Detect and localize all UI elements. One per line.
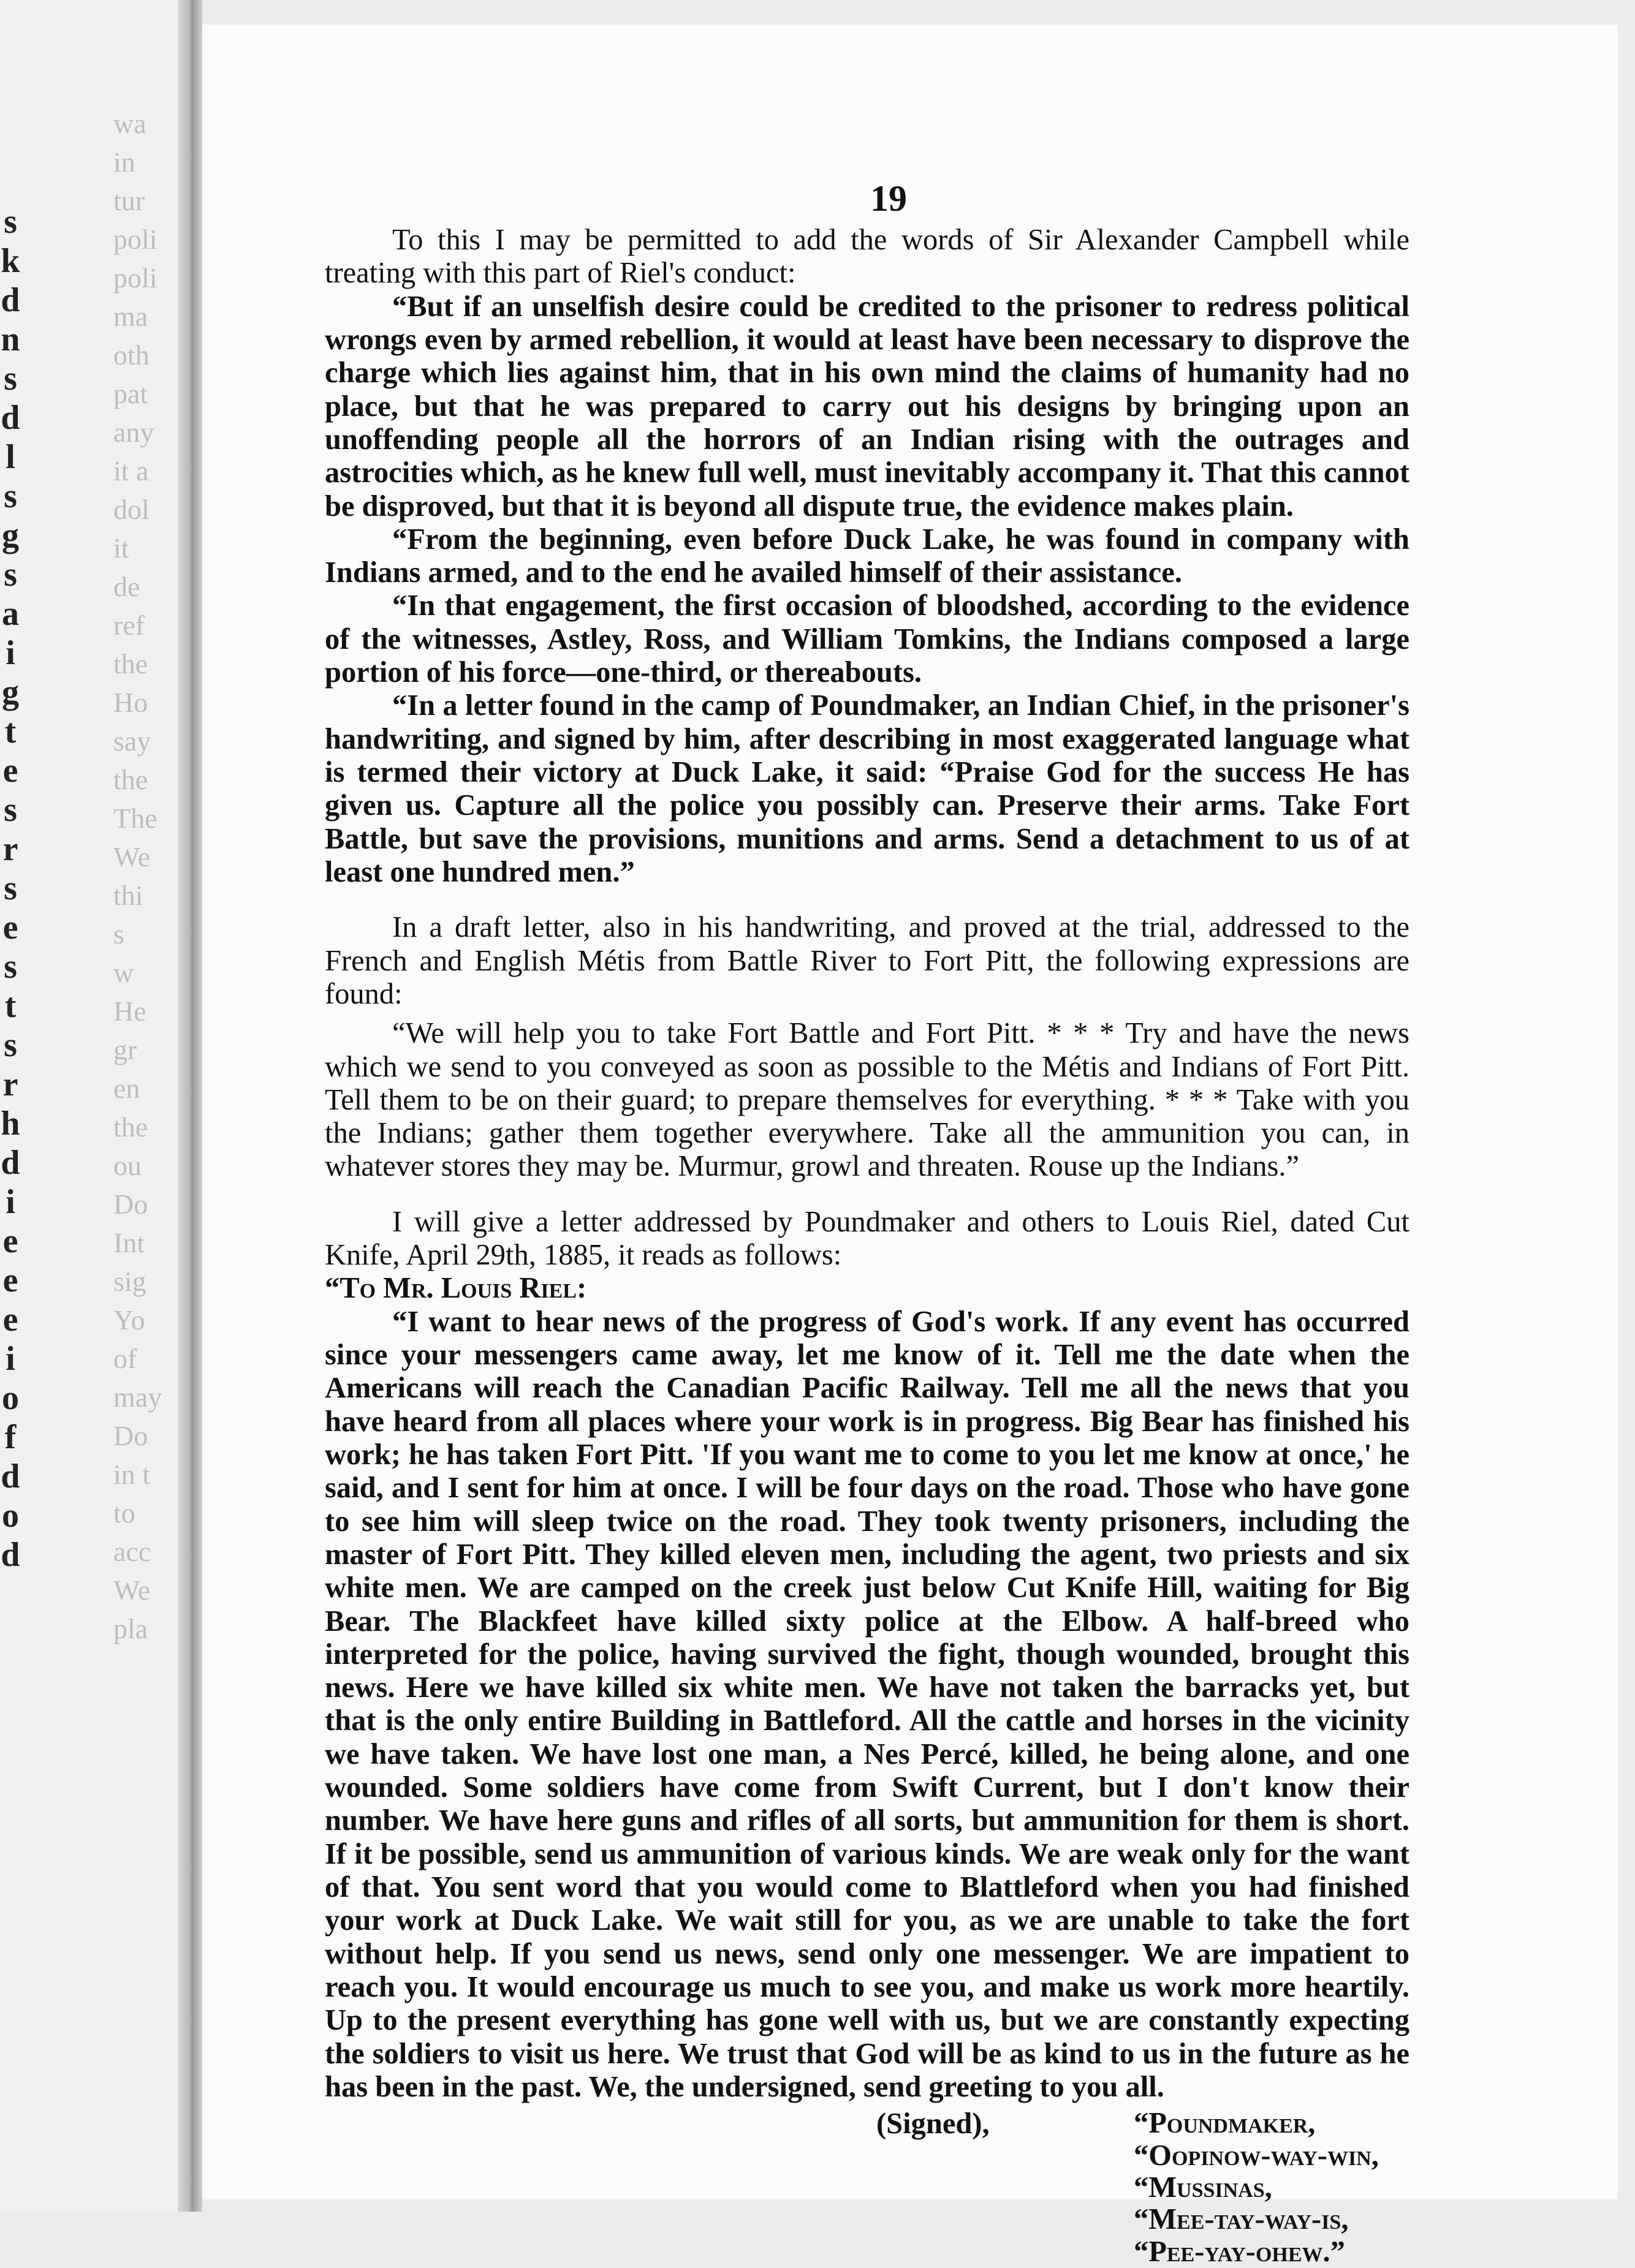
- paragraph: In a draft letter, also in his handwriting, and proved at the trial, addressed to the French and English Métis from Battle River to Fort Pitt, the following expressions are found:: [325, 911, 1409, 1010]
- signatory-name: “Oopinow-way-win,: [1134, 2139, 1379, 2172]
- signed-label: (Signed),: [876, 2107, 990, 2141]
- paragraph: I will give a letter addressed by Poundmaker and others to Louis Riel, dated Cut Knife, April 29th, 1885, it reads as follows:: [325, 1205, 1409, 1272]
- bleed-through-text: wa in tur poli poli ma oth pat any it a dol it de ref the Ho say the The We thi s w He gr en the ou Do Int sig Yo of may Do in t to acc We pla: [113, 108, 162, 1644]
- signatory-name: “Mee-tay-way-is,: [1134, 2203, 1349, 2236]
- letter-body: “I want to hear news of the progress of God's work. If any event has occurred since your messengers came away, let me know of it. Tell me the date when the Americans will reach the Canadian Pacific Railway. Tell me all the news that you have heard from all places where your work is in progress. Big Bear has finished his work; he has taken Fort Pitt. 'If you want me to come to you let me know at once,' he said, and I sent for him at once. I will be four days on the road. Those who have gone to see him will sleep twice on the road. They took twenty prisoners, including the master of Fort Pitt. They killed eleven men, including the agent, two priests and six white men. We are camped on the creek just below Cut Knife Hill, waiting for Big Bear. The Blackfeet have killed sixty police at the Elbow. A half-breed who interpreted for the police, having survived the fight, though wounded, brought this news. Here we have killed six white men. We have not taken the barracks yet, but that is the only entire Building in Battleford. All the cattle and horses in the vicinity we have taken. We have lost one man, a Nes Percé, killed, he being alone, and one wounded. Some soldiers have come from Swift Current, but I don't know their number. We have here guns and rifles of all sorts, but ammunition for them is short. If it be possible, send us ammunition of various kinds. We are weak only for the want of that. You sent word that you would come to Blattleford when you had finished your work at Duck Lake. We wait still for you, as we are unable to take the fort without help. If you send us news, send only one messenger. We are impatient to reach you. It would encourage us much to see you, and make us work more heartily. Up to the present everything has gone well with us, but we are constantly expecting the soldiers to visit us here. We trust that God will be as kind to us in the future as he has been in the past. We, the undersigned, send greeting to you all.: [325, 1305, 1409, 2103]
- signatory-name: “Mussinas,: [1134, 2171, 1272, 2204]
- signatory-name: “Poundmaker,: [1134, 2107, 1316, 2140]
- quote-paragraph: “But if an unselfish desire could be credited to the prisoner to redress political wrongs even by armed rebellion, it would at least have been necessary to disprove the charge which lies against him, that in his own mind the claims of humanity had no place, but that he was prepared to carry out his designs by bringing upon an unoffending people all the horrors of an Indian rising with the outrages and astrocities which, as he knew full well, must inevitably accompany it. That this cannot be disproved, but that it is beyond all dispute true, the evidence makes plain.: [325, 290, 1409, 523]
- paragraph: To this I may be permitted to add the words of Sir Alexander Campbell while treating with this part of Riel's conduct:: [325, 224, 1409, 290]
- signatory-list: [1134, 2107, 1379, 2268]
- page-body: [325, 224, 1409, 2268]
- quote-paragraph: “In a letter found in the camp of Poundmaker, an Indian Chief, in the prisoner's handwriting, and signed by him, after describing in most exaggerated language what is termed their victory at Duck Lake, it said: “Praise God for the success He has given us. Capture all the police you possibly can. Preserve their arms. Take Fort Battle, but save the provisions, munitions and arms. Send a detachment to us of at least one hundred men.”: [325, 689, 1409, 888]
- adjacent-page-edge-letters: s k d n s d l s g s a i g t e s r s e s t s r h d i e e e i o f d o d: [1, 203, 20, 1574]
- signature-block: [325, 2107, 1409, 2268]
- quote-paragraph: “We will help you to take Fort Battle and Fort Pitt. * * * Try and have the news which we send to you conveyed as soon as possible to the Métis and Indians of Fort Pitt. Tell them to be on their guard; to prepare themselves for everything. * * * Take with you the Indians; gather them together everywhere. Take all the ammunition you can, in whatever stores they may be. Murmur, growl and threaten. Rouse up the Indians.”: [325, 1017, 1409, 1183]
- book-gutter: [178, 0, 202, 2212]
- adjacent-page-strip: [0, 0, 202, 2212]
- letter-salutation: “To Mr. Louis Riel:: [325, 1272, 587, 1305]
- quote-paragraph: “In that engagement, the first occasion of bloodshed, according to the evidence of the witnesses, Astley, Ross, and William Tomkins, the Indians composed a large portion of his force—one-third, or thereabouts.: [325, 589, 1409, 689]
- quote-paragraph: “From the beginning, even before Duck Lake, he was found in company with Indians armed, and to the end he availed himself of their assistance.: [325, 523, 1409, 589]
- page-number: 19: [870, 178, 907, 219]
- signatory-name: “Pee-yay-ohew.”: [1134, 2235, 1345, 2268]
